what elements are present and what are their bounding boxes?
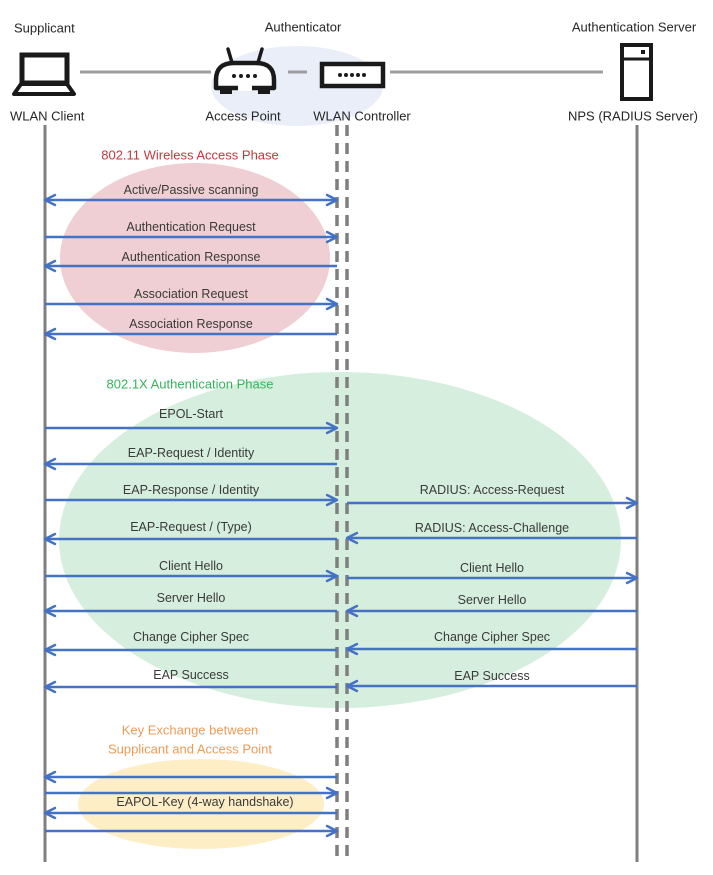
message-label-server-hello-right: Server Hello bbox=[457, 593, 527, 607]
message-label-eap-request-type: EAP-Request / (Type) bbox=[130, 520, 252, 534]
phase-title-key-exchange-line2: Supplicant and Access Point bbox=[107, 741, 273, 757]
laptop-icon bbox=[14, 55, 74, 94]
message-label-change-cipher-spec-right: Change Cipher Spec bbox=[433, 630, 551, 644]
message-label-client-hello-left: Client Hello bbox=[159, 559, 223, 573]
message-label-radius-access-challenge: RADIUS: Access-Challenge bbox=[414, 521, 570, 535]
message-label-change-cipher-spec-left: Change Cipher Spec bbox=[132, 630, 250, 644]
role-label-authentication-server: Authentication Server bbox=[571, 19, 697, 35]
device-label-access-point: Access Point bbox=[205, 108, 281, 124]
device-label-nps-radius-server: NPS (RADIUS Server) bbox=[567, 108, 699, 124]
message-label-active-passive-scanning: Active/Passive scanning bbox=[123, 183, 259, 197]
device-label-wlan-client: WLAN Client bbox=[10, 108, 85, 124]
message-label-client-hello-right: Client Hello bbox=[460, 561, 524, 575]
message-label-authentication-request: Authentication Request bbox=[126, 220, 256, 234]
message-label-eap-response-identity: EAP-Response / Identity bbox=[122, 483, 260, 497]
message-label-association-response: Association Response bbox=[129, 317, 253, 331]
message-label-eap-success-left: EAP Success bbox=[153, 668, 229, 682]
phase-title-authentication: 802.1X Authentication Phase bbox=[106, 376, 274, 392]
message-label-server-hello-left: Server Hello bbox=[156, 591, 226, 605]
message-label-authentication-response: Authentication Response bbox=[121, 250, 261, 264]
phase-title-wireless-access: 802.11 Wireless Access Phase bbox=[101, 147, 279, 163]
role-label-authenticator: Authenticator bbox=[264, 19, 342, 35]
message-label-epol-start: EPOL-Start bbox=[159, 407, 223, 421]
server-icon bbox=[622, 45, 651, 99]
message-label-eap-request-identity: EAP-Request / Identity bbox=[127, 446, 255, 460]
message-label-eap-success-right: EAP Success bbox=[454, 669, 530, 683]
message-label-association-request: Association Request bbox=[134, 287, 248, 301]
message-label-eapol-key: EAPOL-Key (4-way handshake) bbox=[116, 795, 294, 809]
wlan-controller-icon bbox=[322, 64, 383, 86]
role-label-supplicant: Supplicant bbox=[14, 20, 75, 36]
device-label-wlan-controller: WLAN Controller bbox=[313, 108, 411, 124]
message-label-radius-access-request: RADIUS: Access-Request bbox=[419, 483, 565, 497]
phase-title-key-exchange-line1: Key Exchange between bbox=[121, 722, 259, 738]
